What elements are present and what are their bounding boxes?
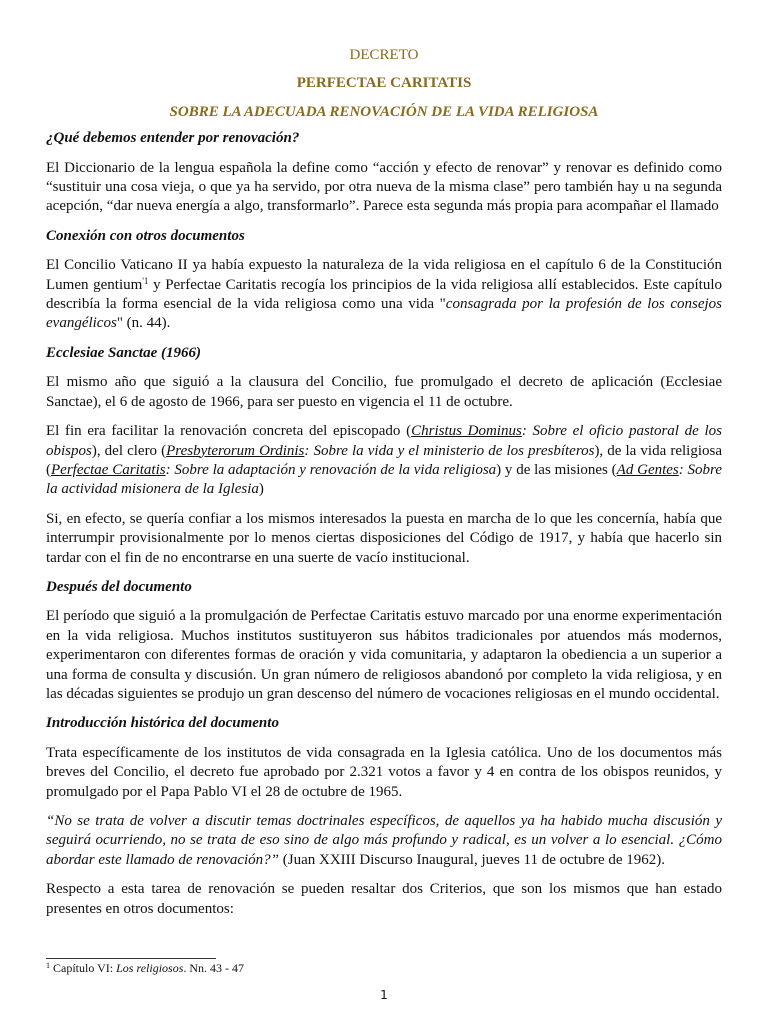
paragraph-definicion: El Diccionario de la lengua española la define como “acción y efecto de renovar” y renovar es definido como “sustituir una cosa vieja, o que ya ha servido, por otra nueva de la misma clase” pero también hay u na segunda acepción, “dar nueva energía a algo, transformarlo”. Parece esta segunda más propia para acompañar el llamado xyxy=(46,159,722,215)
paragraph-ecclesiae-1: El mismo año que siguió a la clausura del Concilio, fue promulgado el decreto de aplicación (Ecclesiae Sanctae), el 6 de agosto de 1966, para ser puesto en vigencia el 11 de octubre. xyxy=(46,374,722,410)
text-run: El fin era facilitar la renovación concreta del episcopado ( xyxy=(46,423,412,440)
paragraph-quote xyxy=(46,812,722,870)
text-run: ), del clero ( xyxy=(91,442,167,459)
text-run: ) xyxy=(258,481,264,498)
doc-link-christus-dominus[interactable]: Christus Dominus xyxy=(411,423,522,440)
section-heading-introduccion: Introducción histórica del documento xyxy=(46,715,279,732)
section-heading-renovacion: ¿Qué debemos entender por renovación? xyxy=(46,130,300,147)
text-run: ), de la vida religiosa ( xyxy=(46,442,722,478)
paragraph-criterios: Respecto a esta tarea de renovación se pueden resaltar dos Criterios, que son los mismos que han estado presentes en otros documentos: xyxy=(46,881,722,917)
quote-text: consagrada por la profesión de los consejos evangélicos xyxy=(46,296,722,332)
section-heading-conexion: Conexión con otros documentos xyxy=(46,227,245,244)
footnote-ref[interactable]: '1 xyxy=(142,275,149,286)
quote-source: (Juan XXIII Discurso Inaugural, jueves 11 de octubre de 1962). xyxy=(279,851,666,868)
doc-link-perfectae-caritatis[interactable]: Perfectae Caritatis xyxy=(51,461,166,478)
doc-subtitle-text: : Sobre la vida y el ministerio de los presbíteros xyxy=(304,442,595,459)
paragraph-introduccion: Trata específicamente de los institutos de vida consagrada en la Iglesia católica. Uno de los documentos más breves del Concilio, el decreto fue aprobado por 2.321 votos a favor y 4 en contra de los obispos reunidos, y promulgado por el Papa Pablo VI el 28 de octubre de 1965. xyxy=(46,744,722,800)
paragraph-despues: El período que siguió a la promulgación de Perfectae Caritatis estuvo marcado por una enorme experimentación en la vida religiosa. Muchos institutos sustituyeron sus hábitos tradicionales por atuendos más modernos, experimentaron con diferentes formas de oración y vida comunitaria, y adaptaron la obediencia a un superior a una forma de consulta y discusión. Un gran número de religiosos abandonó por completo la vida religiosa, y en las décadas siguientes se produjo un gran descenso del número de vocaciones religiosas en el mundo occidental. xyxy=(46,608,722,702)
text-run: " (n. 44). xyxy=(116,315,171,332)
text-run: El Concilio Vaticano II ya había expuesto la naturaleza de la vida religiosa en el capítulo 6 de la Constitución Lumen gentium xyxy=(46,257,722,293)
doc-type-heading: DECRETO xyxy=(349,47,419,63)
document-page xyxy=(46,46,722,929)
doc-subtitle: SOBRE LA ADECUADA RENOVACIÓN DE LA VIDA RELIGIOSA xyxy=(169,103,599,120)
text-run: Capítulo VI: xyxy=(50,961,117,975)
paragraph-ecclesiae-2 xyxy=(46,422,722,500)
text-run: y Perfectae Caritatis recogía los principios de la vida religiosa allí establecidos. Este capítulo describía la forma esencial de la vida religiosa como una vida " xyxy=(46,276,722,313)
doc-link-ad-gentes[interactable]: Ad Gentes xyxy=(616,461,679,478)
doc-link-presbyterorum-ordinis[interactable]: Presbyterorum Ordinis xyxy=(166,442,305,459)
quote-text: “No se trata de volver a discutir temas doctrinales específicos, de aquellos ya ha habido mucha discusión y seguirá ocurriendo, no se trata de eso sino de algo más profundo y radical, es un volver a lo esencial. ¿Cómo abordar este llamado de renovación?” xyxy=(46,813,722,868)
section-heading-ecclesiae: Ecclesiae Sanctae (1966) xyxy=(46,344,201,361)
text-run: . Nn. 43 - 47 xyxy=(183,961,245,975)
section-heading-despues: Después del documento xyxy=(46,578,192,595)
doc-subtitle-text: : Sobre la adaptación y renovación de la vida religiosa xyxy=(165,461,497,478)
doc-subtitle-text: : Sobre el oficio pastoral de los obispos xyxy=(46,423,722,459)
footnote-italic: Los religiosos xyxy=(116,961,184,975)
doc-title: PERFECTAE CARITATIS xyxy=(296,75,472,92)
text-run: ) y de las misiones ( xyxy=(496,461,617,478)
footnote-number: 1 xyxy=(46,961,50,970)
footnote xyxy=(46,961,244,976)
doc-subtitle-text: : Sobre la actividad misionera de la Iglesia xyxy=(46,461,722,498)
page-number: 1 xyxy=(380,988,388,1002)
paragraph-conexion xyxy=(46,256,722,334)
footnote-divider xyxy=(46,958,216,959)
paragraph-ecclesiae-3: Si, en efecto, se quería confiar a los mismos interesados la puesta en marcha de lo que les concernía, había que interrumpir provisionalmente por lo menos ciertas disposiciones del Código de 1917, y había que hacerlo sin tardar con el fin de no encontrarse en una suerte de vacío institucional. xyxy=(46,510,722,566)
